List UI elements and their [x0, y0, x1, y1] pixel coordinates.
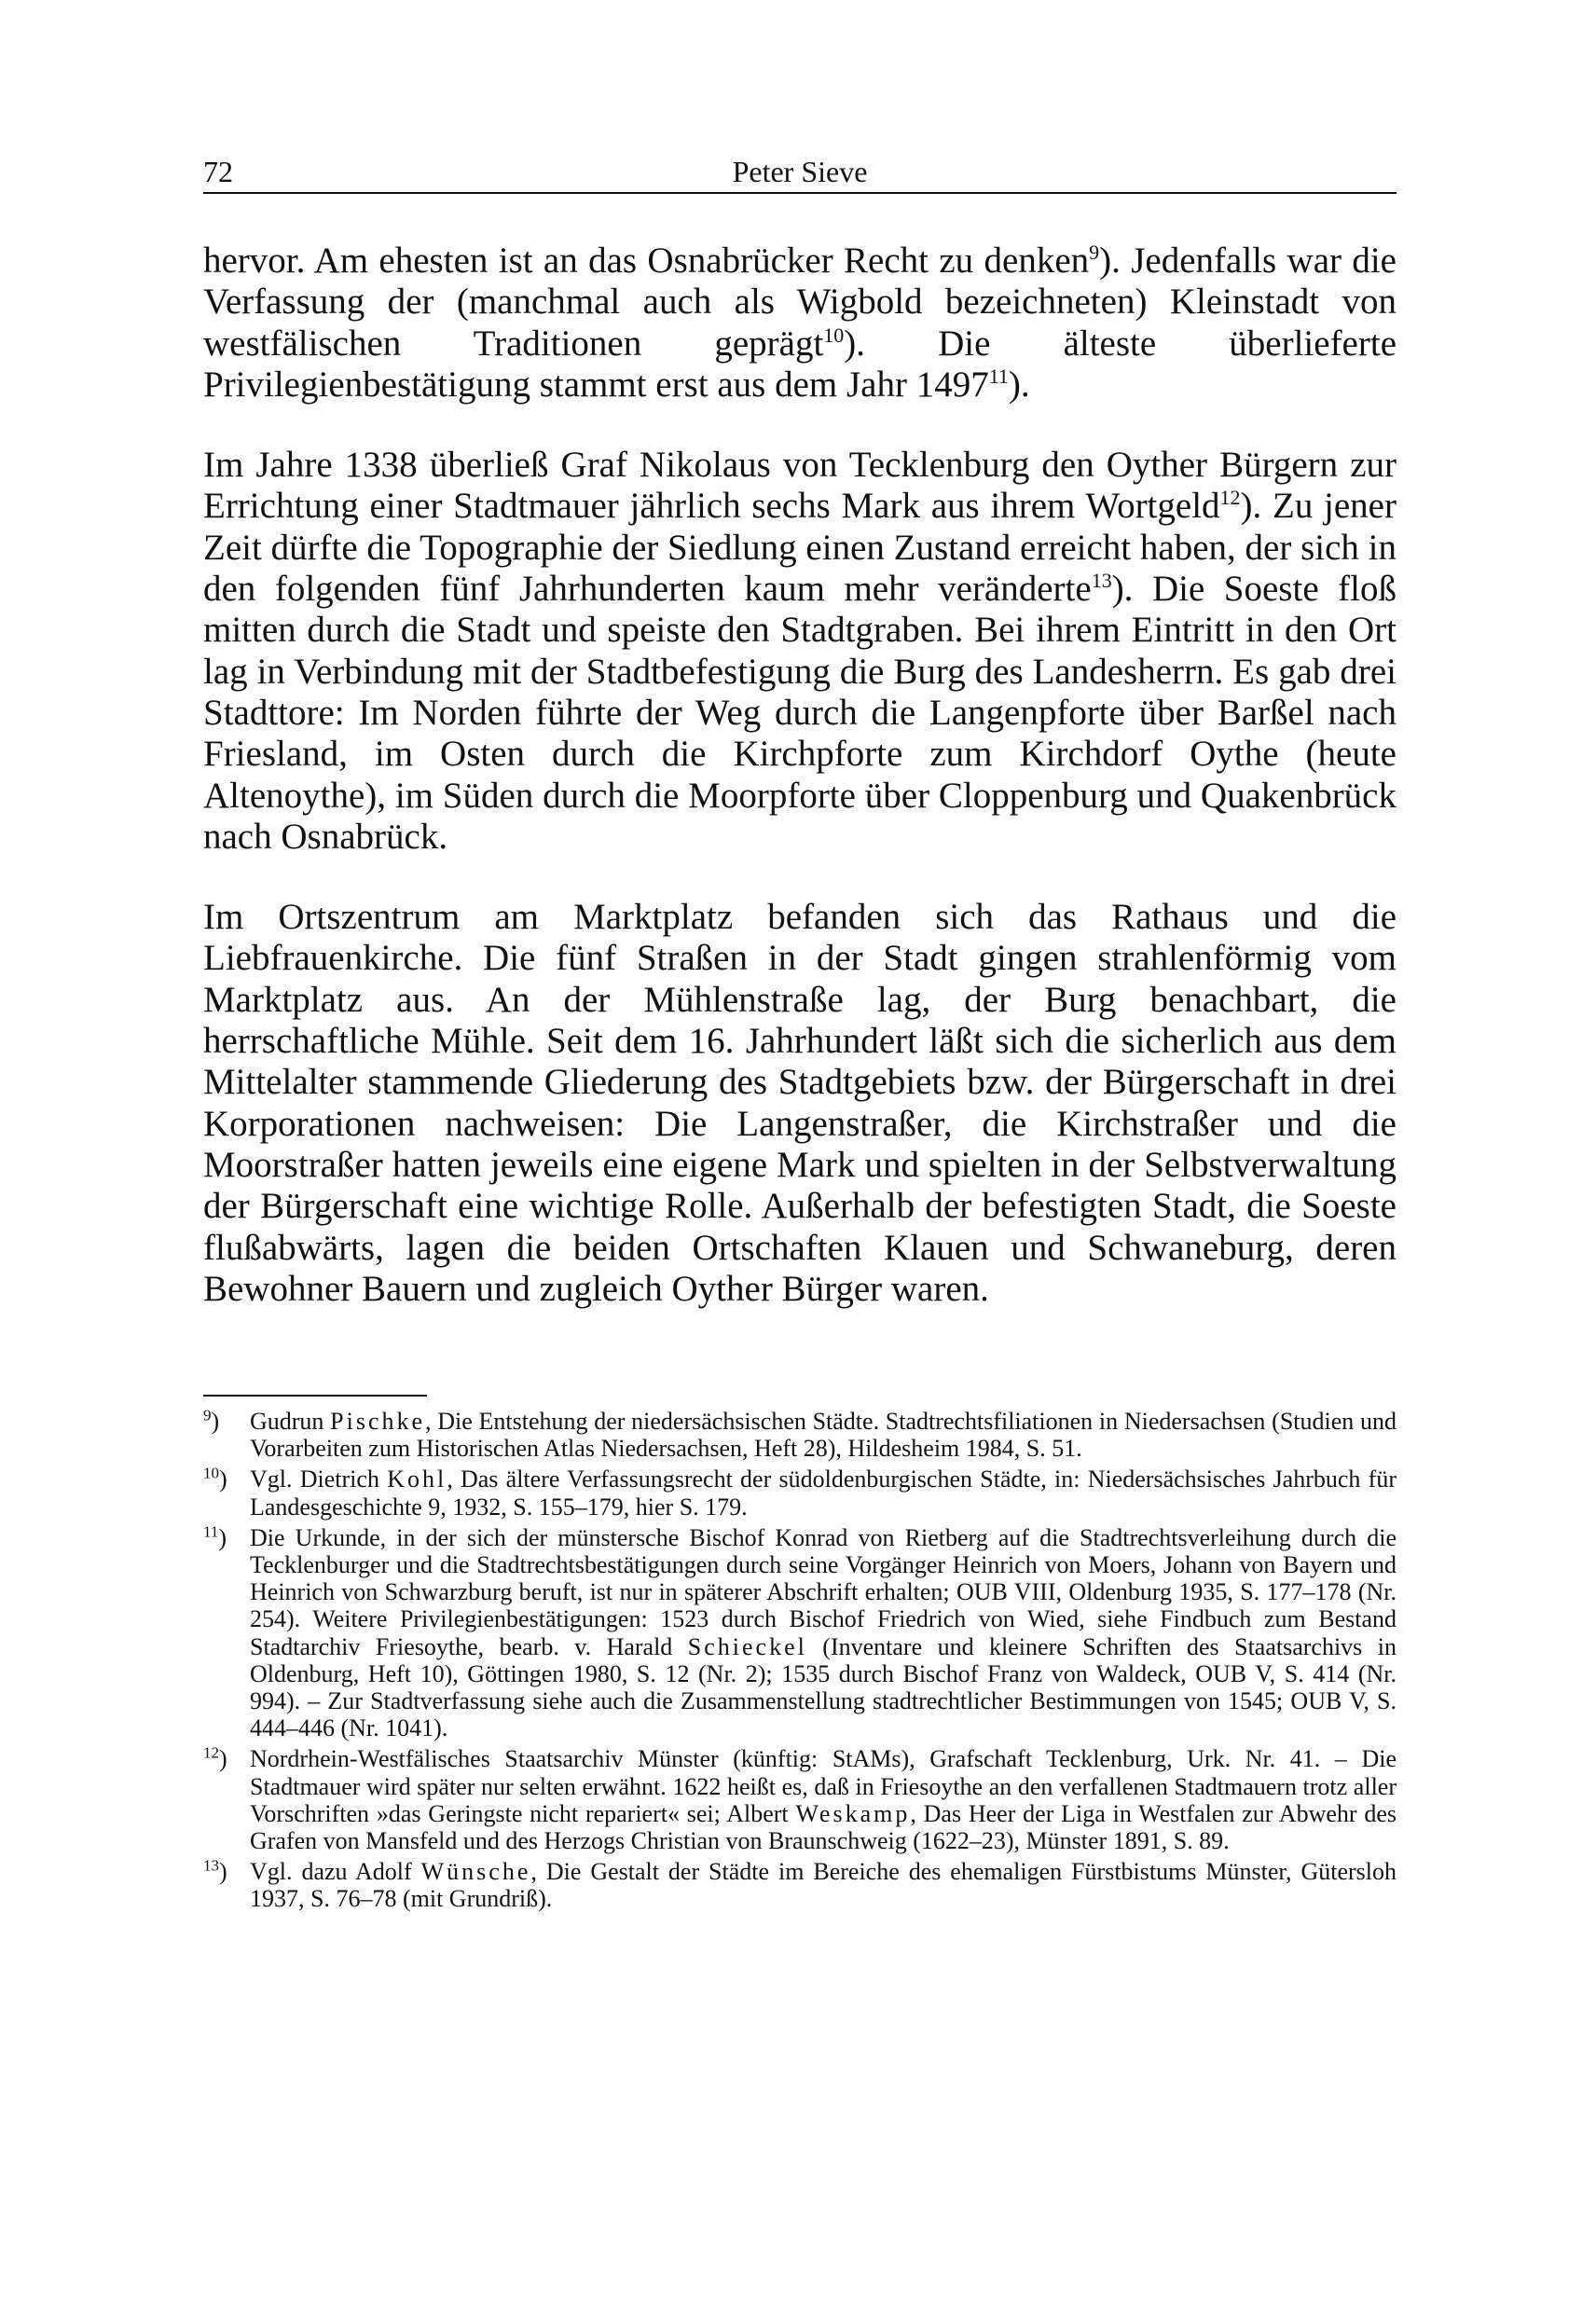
footnote-ref-10: 10: [823, 323, 845, 347]
paragraph-3: [203, 897, 1396, 1310]
footnote-text-b: , Das Heer der Liga in Westfalen zur Abwehr des Grafen von Mansfeld und des Herzogs Christian von Braunschweig (1622–23), Münster 1891, S. 89.: [250, 1799, 1396, 1855]
footnote-divider: [203, 1395, 427, 1397]
footnote-text-a: Vgl. dazu Adolf: [250, 1858, 421, 1886]
footnote-text-b: (Inventare und kleinere Schriften des Staatsarchivs in Oldenburg, Heft 10), Göttingen 1980, S. 12 (Nr. 2); 1535 durch Bischof Franz von Waldeck, OUB V, S. 414 (Nr. 994). – Zur Stadtverfassung siehe auch die Zusammenstellung stadtrechtlicher Bestimmungen von 1545; OUB V, S. 444–446 (Nr. 1041).: [250, 1632, 1396, 1742]
paragraph-1-text-b: ). Jedenfalls war die Verfassung der (manchmal auch als Wigbold bezeichneten) Kleinstadt von westfälischen Traditionen geprägt: [203, 241, 1396, 364]
footnote-marker: $^{11}$): [203, 1522, 227, 1551]
paragraph-2-text-b: ). Zu jener Zeit dürfte die Topographie der Siedlung einen Zustand erreicht haben, der sich in den folgenden fünf Jahrhunderten kaum mehr veränderte: [203, 486, 1396, 610]
footnote-12: [203, 1745, 1396, 1854]
footnote-author: Schieckel: [687, 1632, 807, 1660]
paragraph-2-text-c: ). Die Soeste floß mitten durch die Stadt und speiste den Stadtgraben. Bei ihrem Eintritt in den Ort lag in Verbindung mit der Stadtbefestigung die Burg des Landesherrn. Es gab drei Stadttore: Im Norden führte der Weg durch die Langenpforte über Barßel nach Friesland, im Osten durch die Kirchpforte zum Kirchdorf Oythe (heute Altenoythe), im Süden durch die Moorpforte über Cloppenburg und Quakenbrück nach Osnabrück.: [203, 569, 1396, 857]
paragraph-1-text-a: hervor. Am ehesten ist an das Osnabrücker Recht zu denken: [203, 241, 1090, 281]
footnote-text-a: Die Urkunde, in der sich der münstersche Bischof Konrad von Rietberg auf die Stadtrechtsverleihung durch die Tecklenburger und die Stadtrechtsbestätigungen durch seine Vorgänger Heinrich von Moers, Johann von Bayern und Heinrich von Schwarzburg beruft, ist nur in späterer Abschrift erhalten; OUB VIII, Oldenburg 1935, S. 177–178 (Nr. 254). Weitere Privilegienbestätigungen: 1523 durch Bischof Friedrich von Wied, siehe Findbuch zum Bestand Stadtarchiv Friesoythe, bearb. v. Harald: [250, 1523, 1396, 1660]
footnote-marker: $^{12}$): [203, 1743, 227, 1773]
footnote-text-a: Gudrun: [250, 1408, 331, 1435]
paragraph-3-text: Im Ortszentrum am Marktplatz befanden sich das Rathaus und die Liebfrauenkirche. Die fünf Straßen in der Stadt gingen strahlenförmig vom Marktplatz aus. An der Mühlenstraße lag, der Burg benachbart, die herrschaftliche Mühle. Seit dem 16. Jahrhundert läßt sich die sicherlich aus dem Mittelalter stammende Gliederung des Stadtgebiets bzw. der Bürgerschaft in drei Korporationen nachweisen: Die Langenstraßer, die Kirchstraßer und die Moorstraßer hatten jeweils eine eigene Mark und spielten in der Selbstverwaltung der Bürgerschaft eine wichtige Rolle. Außerhalb der befestigten Stadt, die Soeste flußabwärts, lagen die beiden Ortschaften Klauen und Schwaneburg, deren Bewohner Bauern und zugleich Oyther Bürger waren.: [203, 897, 1396, 1309]
footnote-text-b: , Das ältere Verfassungsrecht der südoldenburgischen Städte, in: Niedersächsisches Jahrbuch für Landesgeschichte 9, 1932, S. 155–179, hier S. 179.: [250, 1466, 1397, 1521]
footnote-author: Kohl: [387, 1466, 447, 1493]
paragraph-1-text-c: ). Die älteste überlieferte Privilegienbestätigung stammt erst aus dem Jahr 1497: [203, 323, 1397, 405]
footnote-text-a: Nordrhein-Westfälisches Staatsarchiv Münster (künftig: StAMs), Grafschaft Tecklenburg, Urk. Nr. 41. – Die Stadtmauer wird später nur selten erwähnt. 1622 heißt es, daß in Friesoythe an den verfallenen Stadtmauern trotz aller Vorschriften »das Geringste nicht repariert« sei; Albert: [250, 1745, 1396, 1827]
paragraph-2-text-a: Im Jahre 1338 überließ Graf Nikolaus von Tecklenburg den Oyther Bürgern zur Errichtung einer Stadtmauer jährlich sechs Mark aus ihrem Wortgeld: [203, 445, 1396, 527]
footnote-ref-9: 9: [1089, 241, 1100, 264]
running-head: Peter Sieve: [732, 155, 868, 188]
footnote-text-b: , Die Gestalt der Städte im Bereiche des ehemaligen Fürstbistums Münster, Gütersloh 1937, S. 76–78 (mit Grundriß).: [250, 1858, 1396, 1913]
footnote-marker: $^9$): [203, 1406, 220, 1435]
footnote-author: Wünsche: [420, 1858, 531, 1886]
page-number: 72: [203, 155, 233, 188]
footnote-marker: $^{13}$): [203, 1856, 227, 1886]
footnote-11: [203, 1524, 1396, 1742]
footnote-13: [203, 1858, 1396, 1912]
paragraph-1: [203, 241, 1396, 406]
footnote-ref-13: 13: [1091, 569, 1112, 593]
footnote-marker: $^{10}$): [203, 1464, 227, 1493]
page-header: [203, 151, 1396, 194]
body-text: [203, 241, 1396, 1349]
footnote-author: Pischke: [330, 1408, 426, 1435]
footnote-ref-11: 11: [988, 364, 1009, 388]
paragraph-1-text-d: ).: [1008, 364, 1030, 405]
footnote-text-a: Vgl. Dietrich: [250, 1466, 388, 1493]
footnote-10: [203, 1466, 1396, 1520]
footnotes: [203, 1408, 1396, 1917]
footnote-ref-12: 12: [1219, 486, 1241, 510]
paragraph-2: [203, 445, 1396, 858]
footnote-text-b: , Die Entstehung der niedersächsischen Städte. Stadtrechtsfiliationen in Niedersachsen (Studien und Vorarbeiten zum Historischen Atlas Niedersachsen, Heft 28), Hildesheim 1984, S. 51.: [250, 1408, 1396, 1463]
footnote-9: [203, 1408, 1396, 1462]
footnote-author: Weskamp: [795, 1799, 911, 1827]
